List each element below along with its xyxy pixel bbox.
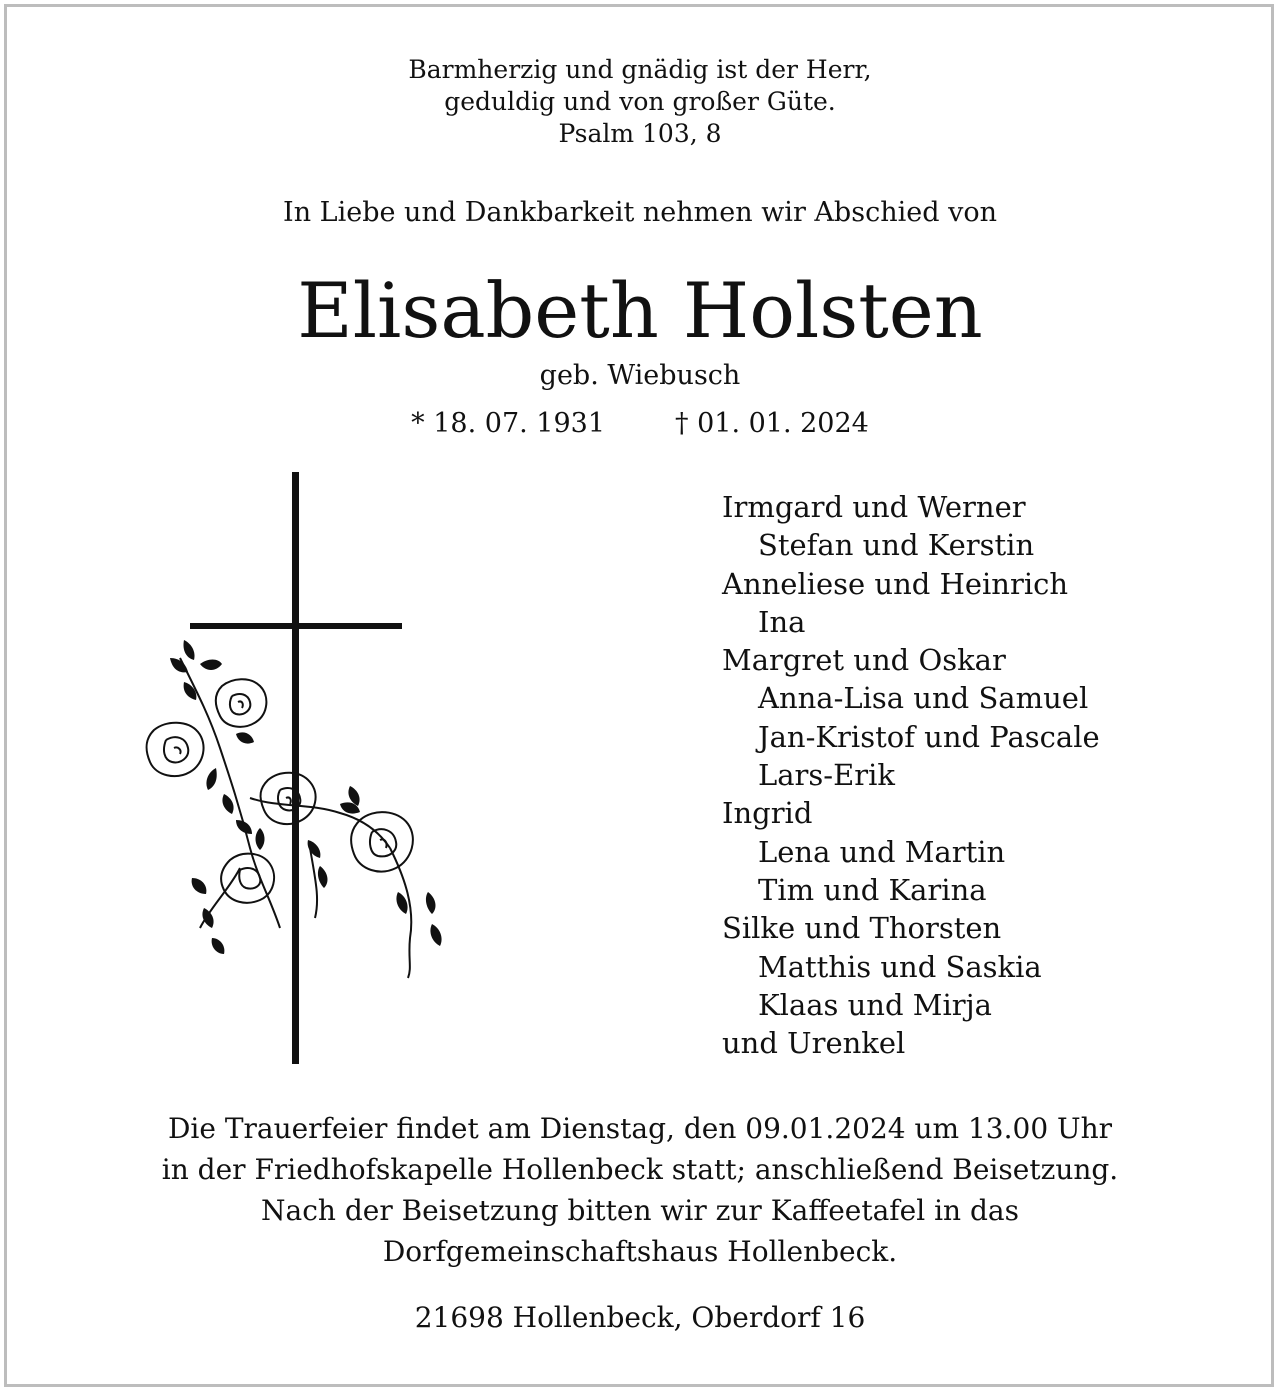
- funeral-line-3: Nach der Beisetzung bitten wir zur Kaffeetafel in das: [261, 1194, 1019, 1227]
- life-dates: [0, 406, 1280, 442]
- verse-line-2: geduldig und von großer Güte.: [444, 87, 836, 116]
- mourner-entry: Irmgard und Werner: [722, 490, 1026, 524]
- mourner-entry: Lena und Martin: [758, 834, 1006, 869]
- funeral-info: [0, 1108, 1280, 1272]
- verse-reference: Psalm 103, 8: [558, 119, 722, 148]
- intro-text: In Liebe und Dankbarkeit nehmen wir Abschied von: [283, 197, 997, 228]
- mourner-entry: Tim und Karina: [758, 872, 987, 907]
- verse-line-1: Barmherzig und gnädig ist der Herr,: [408, 55, 872, 84]
- mourner-entry: Jan-Kristof und Pascale: [758, 719, 1100, 754]
- maiden-name: geb. Wiebusch: [539, 360, 741, 391]
- mourner-entry: Margret und Oskar: [722, 643, 1006, 678]
- mourner-entry: Anna-Lisa und Samuel: [758, 681, 1089, 716]
- birth-date: * 18. 07. 1931: [411, 408, 605, 439]
- mourner-entry: Klaas und Mirja: [758, 987, 992, 1022]
- mourner-entry: Matthis und Saskia: [758, 949, 1042, 984]
- mourner-entry: Lars-Erik: [758, 758, 895, 793]
- funeral-line-2: in der Friedhofskapelle Hollenbeck statt; anschließend Beisetzung.: [161, 1153, 1119, 1186]
- mourner-entry: Ingrid: [722, 796, 813, 831]
- mourner-entry: und Urenkel: [722, 1026, 906, 1061]
- cross-with-roses-icon: [140, 468, 460, 1068]
- death-date: † 01. 01. 2024: [675, 408, 869, 439]
- mourner-entry: Stefan und Kerstin: [758, 528, 1035, 563]
- bible-verse: [0, 54, 1280, 150]
- funeral-line-4: Dorfgemeinschaftshaus Hollenbeck.: [382, 1235, 898, 1268]
- mourner-entry: Anneliese und Heinrich: [722, 566, 1069, 601]
- mourner-entry: Silke und Thorsten: [722, 911, 1002, 946]
- funeral-line-1: Die Trauerfeier findet am Dienstag, den 09.01.2024 um 13.00 Uhr: [167, 1112, 1113, 1145]
- deceased-name: Elisabeth Holsten: [297, 266, 983, 355]
- address: 21698 Hollenbeck, Oberdorf 16: [414, 1301, 866, 1334]
- mourner-entry: Ina: [758, 604, 806, 639]
- mourners-list: [722, 488, 1100, 1062]
